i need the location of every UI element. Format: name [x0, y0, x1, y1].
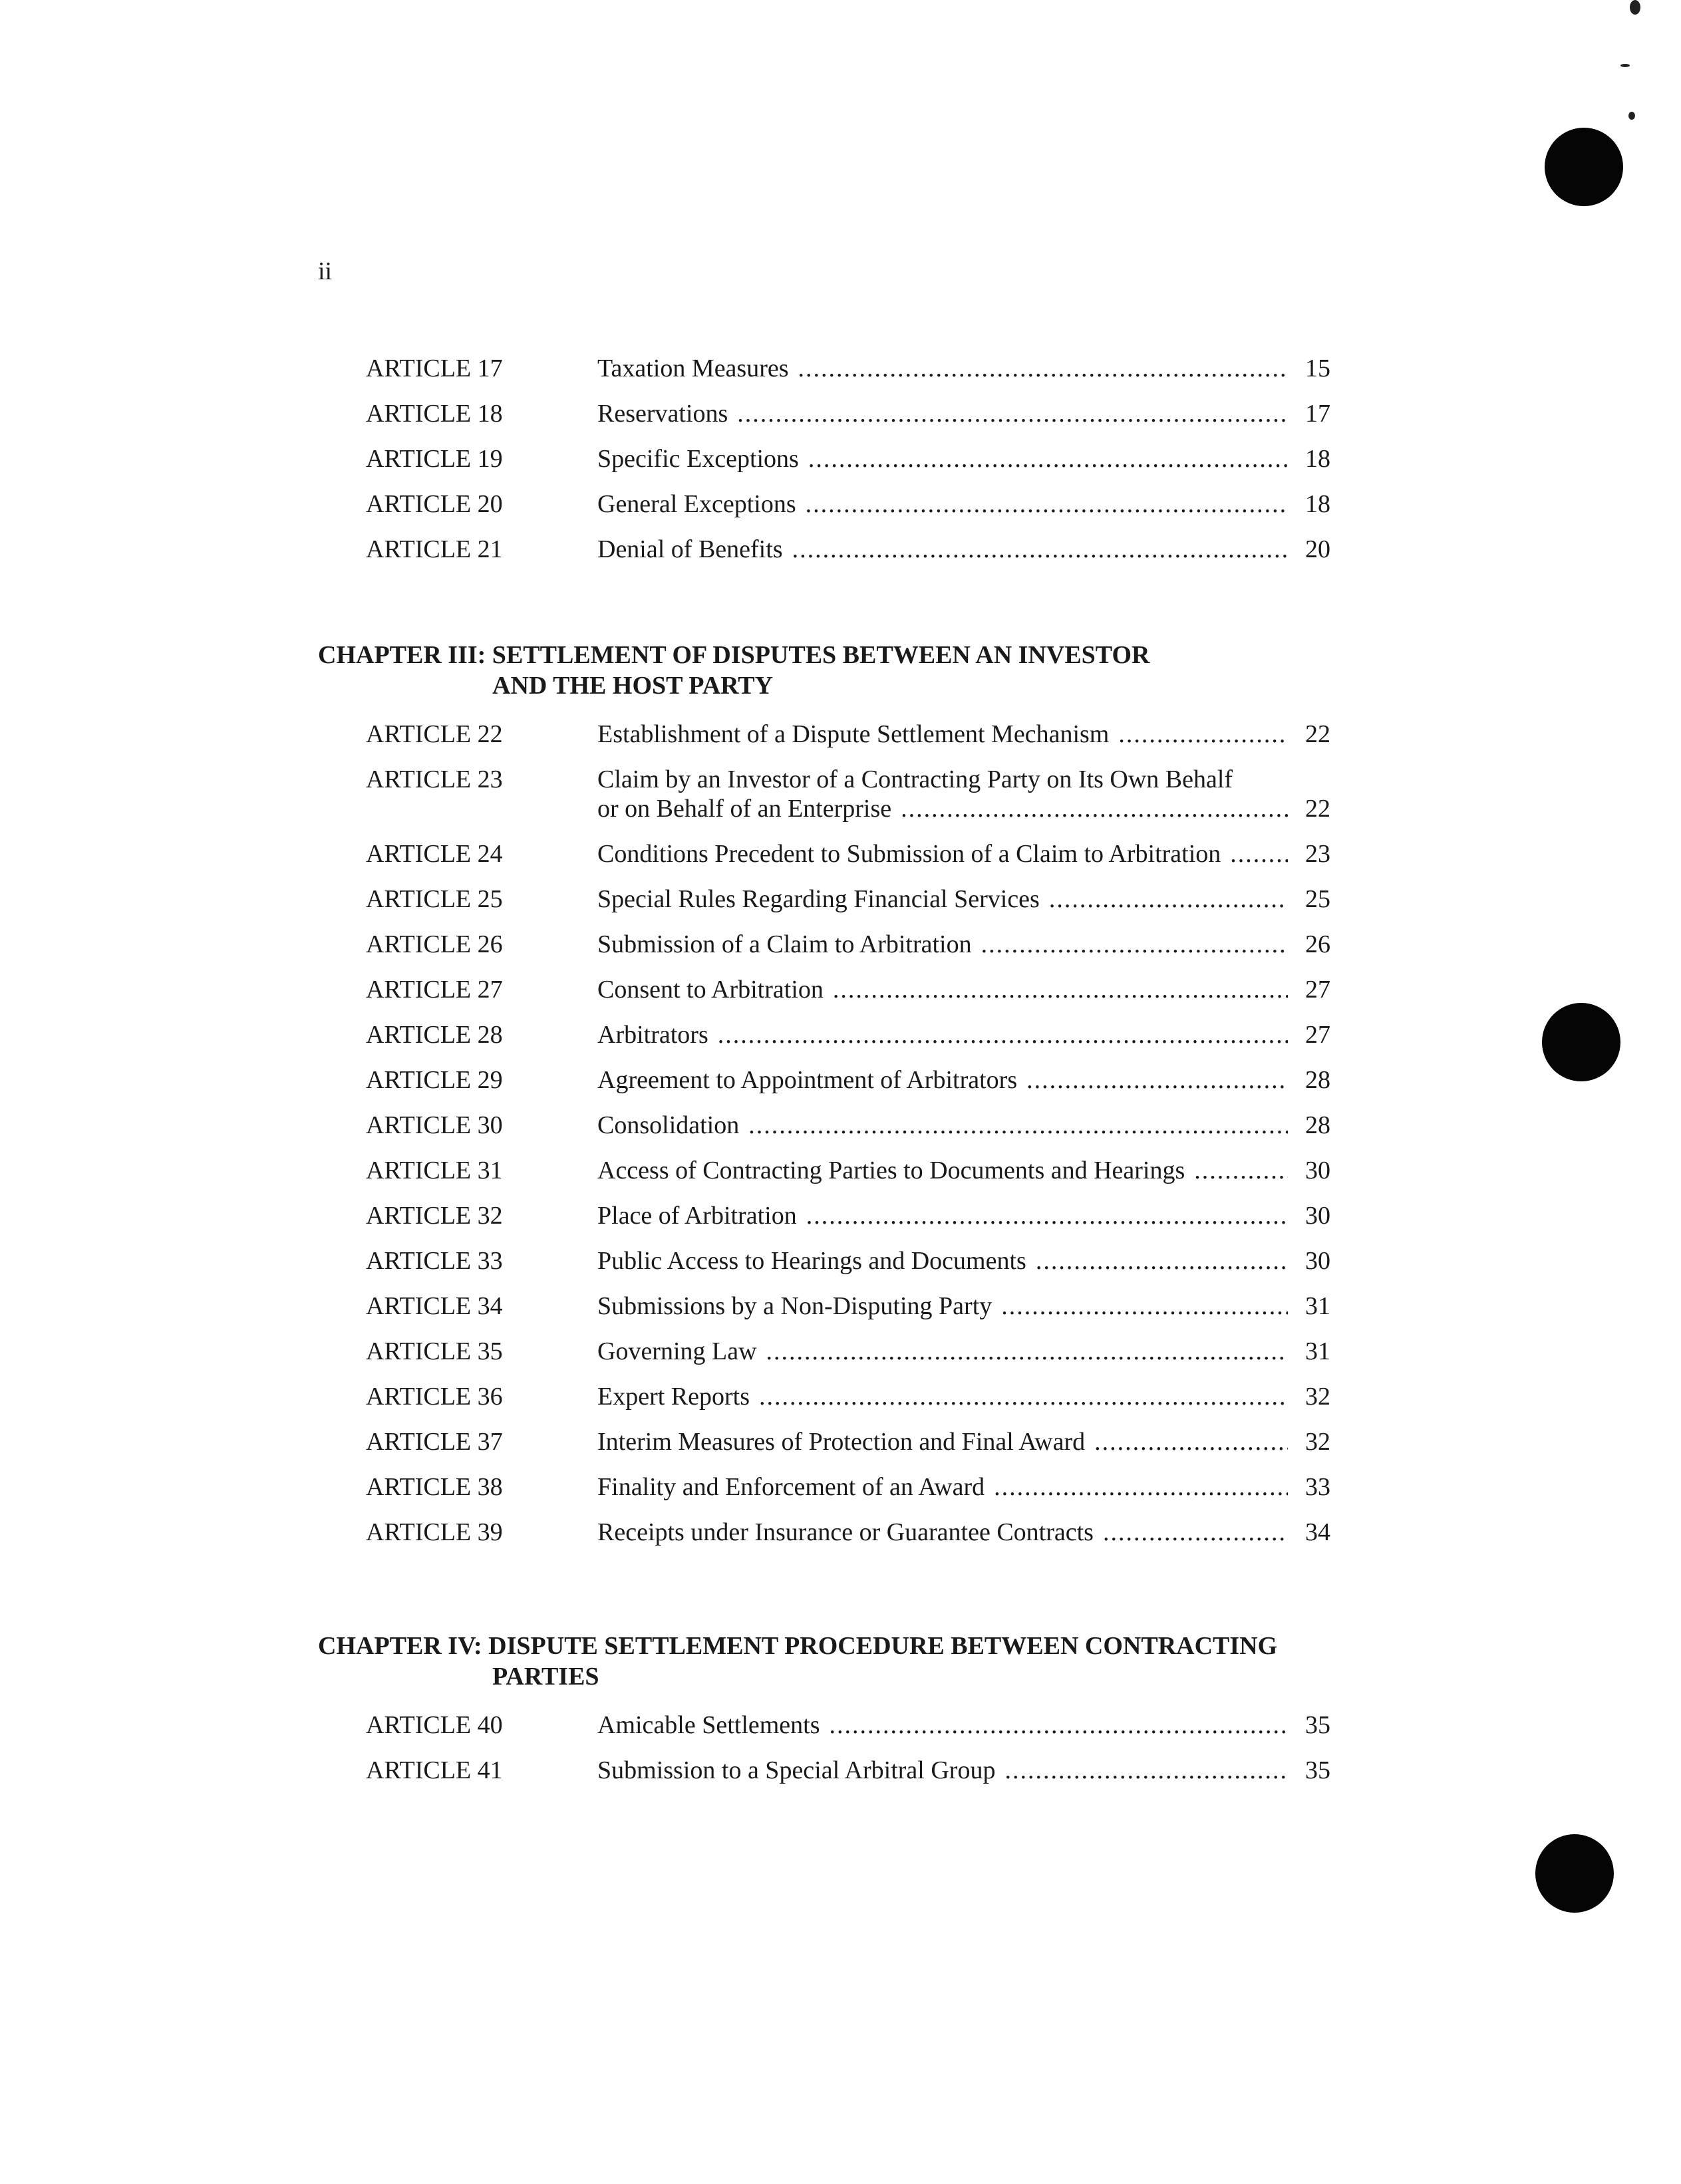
article-label: ARTICLE 21 — [366, 535, 503, 563]
scan-speck — [1620, 64, 1630, 67]
toc-entry — [597, 444, 1330, 474]
article-label: ARTICLE 24 — [366, 840, 503, 868]
toc-row — [318, 885, 1356, 930]
dot-leader — [798, 354, 1288, 383]
article-label: ARTICLE 28 — [366, 1021, 503, 1049]
article-label: ARTICLE 26 — [366, 930, 503, 958]
article-title: Consolidation — [597, 1111, 740, 1139]
chapter-heading-line2: AND THE HOST PARTY — [492, 672, 774, 700]
article-label: ARTICLE 27 — [366, 976, 503, 1004]
page-number: ii — [318, 257, 333, 285]
dot-leader — [1004, 1756, 1288, 1785]
toc-row — [318, 535, 1356, 580]
page-ref: 30 — [1305, 1202, 1330, 1230]
dot-leader — [1118, 720, 1288, 749]
page-ref: 32 — [1305, 1428, 1330, 1456]
page-ref: 30 — [1305, 1157, 1330, 1184]
article-title: Consent to Arbitration — [597, 976, 824, 1004]
article-title: Public Access to Hearings and Documents — [597, 1247, 1026, 1275]
article-title: Denial of Benefits — [597, 535, 783, 563]
page-ref: 20 — [1305, 535, 1330, 563]
chapter-iv-section — [318, 1631, 1356, 1801]
punch-hole-bottom — [1535, 1834, 1614, 1913]
toc-row — [318, 1382, 1356, 1427]
page-ref: 30 — [1305, 1247, 1330, 1275]
toc-section-top — [318, 354, 1356, 580]
toc-entry — [597, 885, 1330, 914]
article-title: Conditions Precedent to Submission of a Claim to Arbitration — [597, 840, 1221, 868]
toc-row — [318, 1201, 1356, 1246]
article-title: Taxation Measures — [597, 354, 789, 382]
dot-leader — [737, 399, 1288, 428]
toc-entry — [597, 354, 1330, 383]
page-ref: 27 — [1305, 976, 1330, 1004]
article-label: ARTICLE 38 — [366, 1473, 503, 1501]
dot-leader — [806, 1201, 1288, 1230]
chapter-heading — [318, 1631, 1356, 1692]
page-ref: 18 — [1305, 490, 1330, 518]
article-label: ARTICLE 22 — [366, 720, 503, 748]
toc-row — [318, 1337, 1356, 1382]
toc-row — [318, 839, 1356, 885]
article-title: Receipts under Insurance or Guarantee Contracts — [597, 1518, 1094, 1546]
page-ref: 27 — [1305, 1021, 1330, 1049]
article-title: Expert Reports — [597, 1383, 750, 1411]
article-label: ARTICLE 29 — [366, 1066, 503, 1094]
toc-row — [318, 1246, 1356, 1292]
toc-row — [318, 1427, 1356, 1472]
toc-entry — [597, 399, 1330, 428]
page-ref: 34 — [1305, 1518, 1330, 1546]
toc-row — [318, 1292, 1356, 1337]
article-label: ARTICLE 34 — [366, 1292, 503, 1320]
dot-leader — [806, 489, 1288, 519]
dot-leader — [1036, 1246, 1288, 1276]
page-ref: 31 — [1305, 1292, 1330, 1320]
article-label: ARTICLE 20 — [366, 490, 503, 518]
toc-row — [318, 1518, 1356, 1563]
page-ref: 18 — [1305, 445, 1330, 473]
page-ref: 35 — [1305, 1756, 1330, 1784]
article-title: Agreement to Appointment of Arbitrators — [597, 1066, 1018, 1094]
toc-entry — [597, 720, 1330, 749]
dot-leader — [748, 1111, 1288, 1140]
article-title: Interim Measures of Protection and Final Award — [597, 1428, 1086, 1456]
dot-leader — [1094, 1427, 1288, 1456]
article-title: Finality and Enforcement of an Award — [597, 1473, 985, 1501]
chapter-heading-line1: CHAPTER III: SETTLEMENT OF DISPUTES BETWEEN AN INVESTOR — [318, 641, 1150, 669]
article-label: ARTICLE 35 — [366, 1337, 503, 1365]
scan-speck — [1630, 0, 1640, 15]
toc-row — [318, 975, 1356, 1020]
toc-entry — [597, 1065, 1330, 1095]
toc-entry — [597, 1710, 1330, 1740]
toc-entry — [597, 1292, 1330, 1321]
toc-entry — [597, 1427, 1330, 1456]
toc-row — [318, 399, 1356, 444]
toc-row — [318, 1472, 1356, 1518]
dot-leader — [1230, 839, 1288, 869]
article-label: ARTICLE 40 — [366, 1711, 503, 1739]
article-title: Arbitrators — [597, 1021, 708, 1049]
page-ref: 28 — [1305, 1111, 1330, 1139]
article-label: ARTICLE 25 — [366, 885, 503, 913]
toc-entry — [597, 1756, 1330, 1785]
article-label: ARTICLE 39 — [366, 1518, 503, 1546]
toc-entry — [597, 535, 1330, 564]
toc-entry — [597, 975, 1330, 1004]
dot-leader — [994, 1472, 1288, 1502]
toc-entry — [597, 1020, 1330, 1049]
article-title: Access of Contracting Parties to Documents and Hearings — [597, 1157, 1185, 1184]
page-ref: 22 — [1305, 795, 1330, 823]
chapter-heading — [318, 640, 1356, 701]
article-label: ARTICLE 31 — [366, 1157, 503, 1184]
chapter-heading-line2: PARTIES — [492, 1663, 599, 1691]
article-label: ARTICLE 17 — [366, 354, 503, 382]
article-title: Place of Arbitration — [597, 1202, 797, 1230]
toc-row — [318, 1020, 1356, 1065]
toc-entry — [597, 930, 1330, 959]
toc-entry — [597, 1382, 1330, 1411]
dot-leader — [759, 1382, 1288, 1411]
article-title: General Exceptions — [597, 490, 796, 518]
toc-entry — [597, 839, 1330, 869]
article-label: ARTICLE 19 — [366, 445, 503, 473]
page-ref: 33 — [1305, 1473, 1330, 1501]
toc-row — [318, 354, 1356, 399]
article-title: Governing Law — [597, 1337, 757, 1365]
dot-leader — [830, 1710, 1288, 1740]
toc-entry — [597, 489, 1330, 519]
dot-leader — [901, 794, 1288, 823]
article-title: Establishment of a Dispute Settlement Mechanism — [597, 720, 1110, 748]
page-ref: 25 — [1305, 885, 1330, 913]
article-label: ARTICLE 23 — [366, 765, 503, 793]
chapter-iii-section — [318, 640, 1356, 1563]
article-label: ARTICLE 33 — [366, 1247, 503, 1275]
dot-leader — [766, 1337, 1288, 1366]
article-title: Special Rules Regarding Financial Services — [597, 885, 1040, 913]
toc-row — [318, 1710, 1356, 1756]
article-label: ARTICLE 41 — [366, 1756, 503, 1784]
article-label: ARTICLE 36 — [366, 1383, 503, 1411]
dot-leader — [1049, 885, 1288, 914]
article-label: ARTICLE 18 — [366, 400, 503, 428]
page-ref: 26 — [1305, 930, 1330, 958]
dot-leader — [808, 444, 1288, 474]
chapter-heading-line1: CHAPTER IV: DISPUTE SETTLEMENT PROCEDURE BETWEEN CONTRACTING — [318, 1632, 1278, 1660]
toc-entry — [597, 1472, 1330, 1502]
page-ref: 32 — [1305, 1383, 1330, 1411]
toc-row — [318, 720, 1356, 765]
dot-leader — [981, 930, 1288, 959]
dot-leader — [1103, 1518, 1288, 1547]
dot-leader — [792, 535, 1288, 564]
article-title: Submission to a Special Arbitral Group — [597, 1756, 996, 1784]
toc-row — [318, 1065, 1356, 1111]
article-label: ARTICLE 32 — [366, 1202, 503, 1230]
article-title: or on Behalf of an Enterprise — [597, 795, 892, 823]
toc-row — [318, 1756, 1356, 1801]
toc-entry — [597, 765, 1330, 823]
toc-row — [318, 444, 1356, 489]
article-title: Reservations — [597, 400, 728, 428]
page-ref: 22 — [1305, 720, 1330, 748]
article-title: Amicable Settlements — [597, 1711, 820, 1739]
page-ref: 15 — [1305, 354, 1330, 382]
punch-hole-middle — [1542, 1003, 1620, 1081]
toc-entry — [597, 1111, 1330, 1140]
article-title: Specific Exceptions — [597, 445, 799, 473]
page-ref: 17 — [1305, 400, 1330, 428]
scan-speck — [1628, 112, 1635, 120]
dot-leader — [833, 975, 1288, 1004]
toc-entry — [597, 1518, 1330, 1547]
article-title-line1: Claim by an Investor of a Contracting Party on Its Own Behalf — [597, 765, 1233, 793]
toc-row — [318, 930, 1356, 975]
dot-leader — [718, 1020, 1288, 1049]
page-ref: 31 — [1305, 1337, 1330, 1365]
toc-row — [318, 1156, 1356, 1201]
page-ref: 28 — [1305, 1066, 1330, 1094]
toc-row — [318, 1111, 1356, 1156]
toc-entry — [597, 1337, 1330, 1366]
toc-entry — [597, 1246, 1330, 1276]
dot-leader — [1001, 1292, 1288, 1321]
article-label: ARTICLE 37 — [366, 1428, 503, 1456]
toc-entry — [597, 1156, 1330, 1185]
article-label: ARTICLE 30 — [366, 1111, 503, 1139]
toc-entry — [597, 1201, 1330, 1230]
dot-leader — [1026, 1065, 1288, 1095]
toc-row — [318, 765, 1356, 839]
article-title: Submission of a Claim to Arbitration — [597, 930, 972, 958]
punch-hole-top — [1545, 128, 1623, 206]
dot-leader — [1194, 1156, 1288, 1185]
page-ref: 35 — [1305, 1711, 1330, 1739]
page-ref: 23 — [1305, 840, 1330, 868]
toc-row — [318, 489, 1356, 535]
article-title: Submissions by a Non-Disputing Party — [597, 1292, 993, 1320]
